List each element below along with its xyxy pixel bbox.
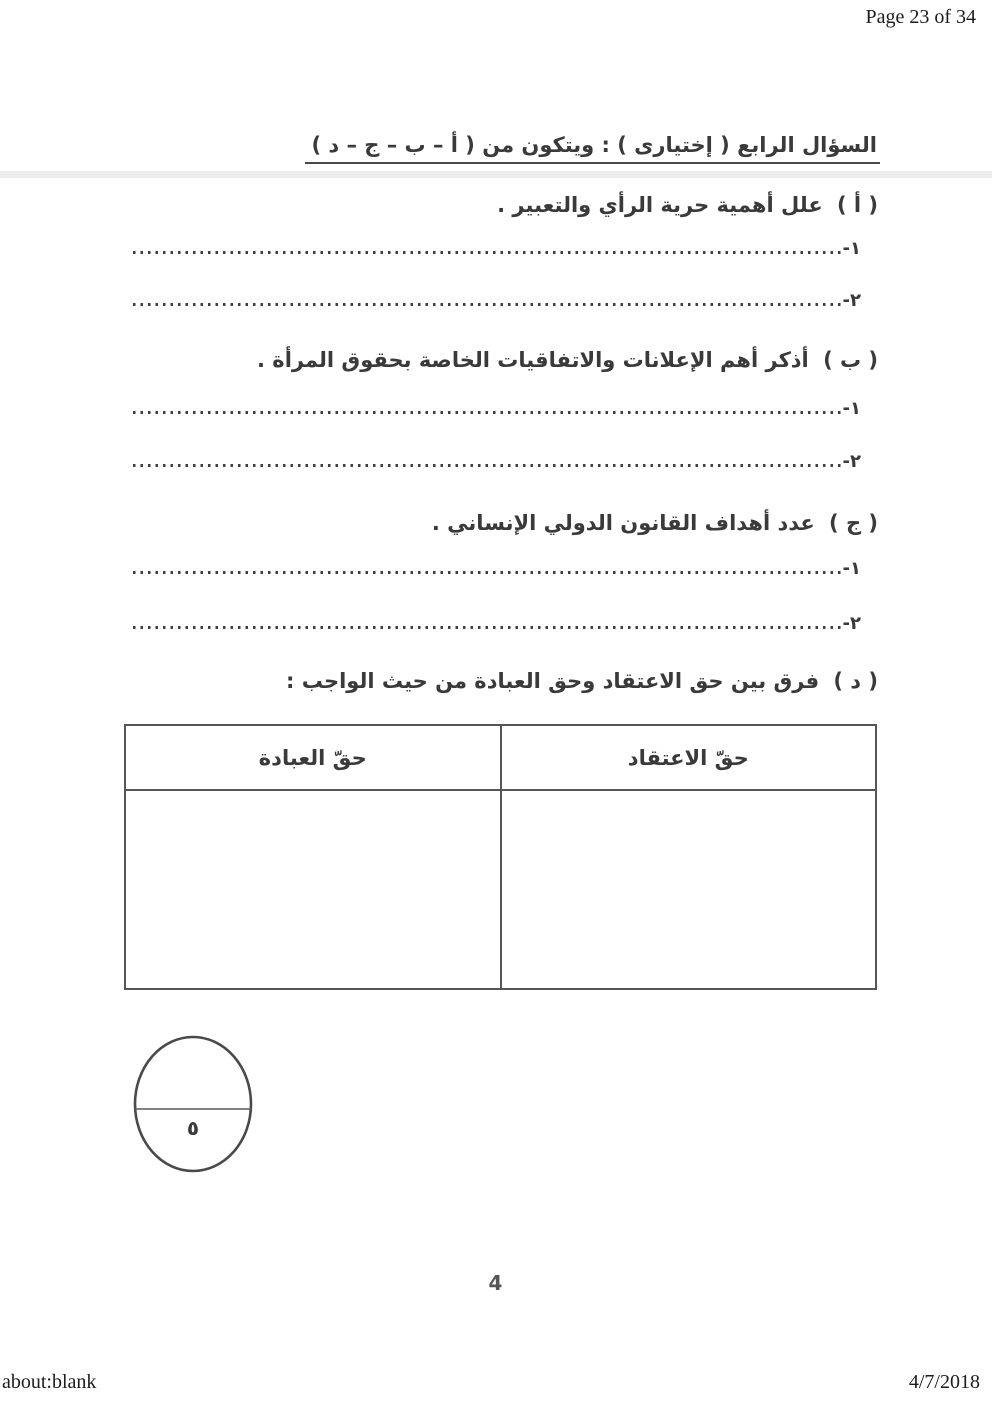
marks-circle-drawing bbox=[131, 1034, 255, 1174]
question-b-label: ( ب ) bbox=[823, 348, 878, 372]
answer-line-number: ١- bbox=[842, 398, 861, 419]
comparison-table-header-row bbox=[125, 725, 876, 790]
marks-circle bbox=[131, 1034, 255, 1174]
question-c-label: ( ج ) bbox=[829, 511, 878, 535]
answer-line-a1 bbox=[133, 228, 862, 258]
answer-line-b2 bbox=[133, 441, 862, 471]
question-a-label: ( أ ) bbox=[836, 193, 878, 217]
answer-line-number: ١- bbox=[842, 238, 861, 259]
answer-line-b1 bbox=[133, 388, 862, 418]
table-header-belief-right: حقّ الاعتقاد bbox=[501, 725, 877, 790]
answer-line-number: ١- bbox=[842, 558, 861, 579]
question-d bbox=[286, 669, 878, 693]
answer-line-number: ٢- bbox=[842, 290, 861, 311]
dotted-rule bbox=[133, 626, 843, 629]
table-cell-belief-answer bbox=[501, 790, 877, 989]
question-b-text: أذكر أهم الإعلانات والاتفاقيات الخاصة بحقوق المرأة . bbox=[257, 348, 809, 372]
comparison-table-answer-row bbox=[125, 790, 876, 989]
dotted-rule bbox=[133, 411, 843, 414]
page-number: 4 bbox=[488, 1271, 504, 1295]
answer-line-c2 bbox=[133, 603, 862, 633]
question-a bbox=[497, 193, 878, 217]
question-b bbox=[257, 348, 878, 372]
question-c bbox=[432, 511, 878, 535]
question-d-text: فرق بين حق الاعتقاد وحق العبادة من حيث الواجب : bbox=[286, 669, 820, 693]
dotted-rule bbox=[133, 464, 843, 467]
comparison-table bbox=[124, 724, 877, 990]
answer-line-number: ٢- bbox=[842, 613, 861, 634]
table-header-worship-right: حقّ العبادة bbox=[125, 725, 501, 790]
scan-artifact-band bbox=[0, 171, 992, 178]
print-header-page-count: Page 23 of 34 bbox=[865, 6, 976, 28]
question-four-title: السؤال الرابع ( إختيارى ) : ويتكون من ( أ – ب – ج – د ) bbox=[305, 133, 880, 164]
answer-line-number: ٢- bbox=[842, 451, 861, 472]
question-c-text: عدد أهداف القانون الدولي الإنساني . bbox=[431, 511, 815, 535]
marks-value: ٥ bbox=[186, 1116, 200, 1140]
answer-line-a2 bbox=[133, 280, 862, 310]
marks-circle-outline bbox=[135, 1037, 251, 1171]
print-footer-url: about:blank bbox=[2, 1371, 97, 1393]
dotted-rule bbox=[133, 251, 843, 254]
table-cell-worship-answer bbox=[125, 790, 501, 989]
print-footer-date: 4/7/2018 bbox=[908, 1371, 980, 1393]
dotted-rule bbox=[133, 571, 843, 574]
answer-line-c1 bbox=[133, 548, 862, 578]
question-d-label: ( د ) bbox=[833, 669, 878, 693]
question-a-text: علل أهمية حرية الرأي والتعبير . bbox=[497, 193, 823, 217]
dotted-rule bbox=[133, 303, 843, 306]
